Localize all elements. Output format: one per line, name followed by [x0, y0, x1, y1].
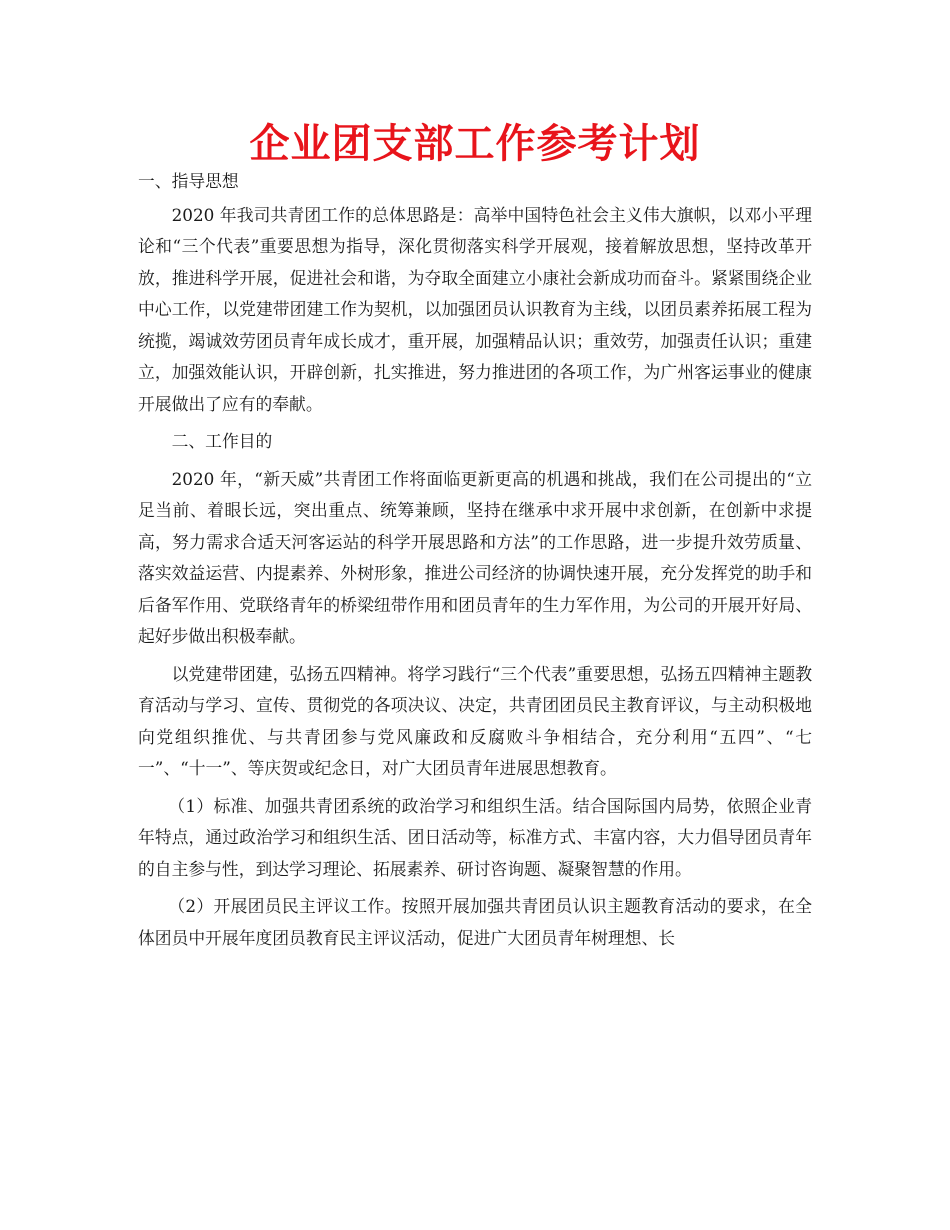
section-heading-guiding-ideology: 一、指导思想	[138, 171, 239, 191]
paragraph-item-1: （1）标准、加强共青团系统的政治学习和组织生活。结合国际国内局势，依照企业青年特点，通过政治学习和组织生活、团日活动等，标准方式、丰富内容，大力倡导团员青年的自主参与性，到达学习理论、拓展素养、研讨咨询题、凝聚智慧的作用。	[138, 795, 812, 879]
section-heading-work-goals: 二、工作目的	[171, 431, 273, 451]
paragraph-item-2: （2）开展团员民主评议工作。按照开展加强共青团员认识主题教育活动的要求，在全体团员中开展年度团员教育民主评议活动，促进广大团员青年树理想、长	[138, 896, 812, 948]
paragraph-guiding-ideology: 2020 年我司共青团工作的总体思路是：高举中国特色社会主义伟大旗帜，以邓小平理论和“三个代表”重要思想为指导，深化贯彻落实科学开展观，接着解放思想，坚持改革开放，推进科学开展，促进社会和谐，为夺取全面建立小康社会新成功而奋斗。紧紧围绕企业中心工作，以党建带团建工作为契机，以加强团员认识教育为主线，以团员素养拓展工程为统揽，竭诚效劳团员青年成长成才，重开展，加强精品认识；重效劳，加强责任认识；重建立，加强效能认识，开辟创新，扎实推进，努力推进团的各项工作，为广州客运事业的健康开展做出了应有的奉献。	[138, 204, 812, 414]
document-body	[138, 166, 812, 954]
document-title: 企业团支部工作参考计划	[249, 121, 701, 167]
paragraph-party-building: 以党建带团建，弘扬五四精神。将学习践行“三个代表”重要思想，弘扬五四精神主题教育活动与学习、宣传、贯彻党的各项决议、决定，共青团团员民主教育评议，与主动积极地向党组织推优、与共青团参与党风廉政和反腐败斗争相结合，充分利用“五四”、“七一”、“十一”、等庆贺或纪念日，对广大团员青年进展思想教育。	[138, 663, 812, 778]
paragraph-work-goals: 2020 年，“新天威”共青团工作将面临更新更高的机遇和挑战，我们在公司提出的“立足当前、着眼长远，突出重点、统筹兼顾，坚持在继承中求开展中求创新，在创新中求提高，努力需求合适天河客运站的科学开展思路和方法”的工作思路，进一步提升效劳质量、落实效益运营、内提素养、外树形象，推进公司经济的协调快速开展，充分发挥党的助手和后备军作用、党联络青年的桥梁纽带作用和团员青年的生力军作用，为公司的开展开好局、起好步做出积极奉献。	[138, 468, 812, 646]
